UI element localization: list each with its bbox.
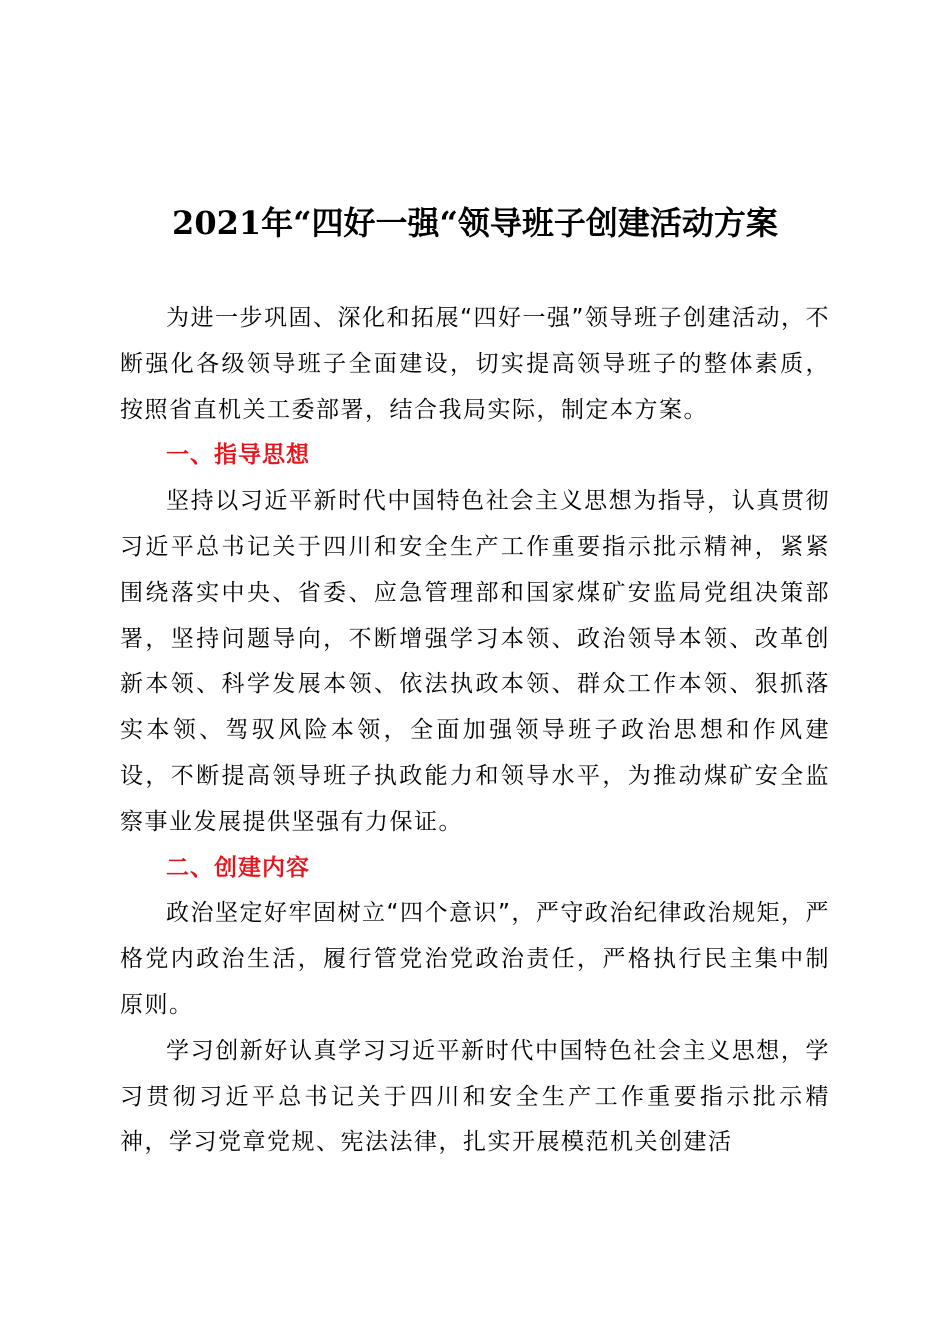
document-body xyxy=(120,296,830,1166)
section-paragraph: 坚持以习近平新时代中国特色社会主义思想为指导，认真贯彻习近平总书记关于四川和安全生产工作重要指示批示精神，紧紧围绕落实中央、省委、应急管理部和国家煤矿安监局党组决策部署，坚持问题导向，不断增强学习本领、政治领导本领、改革创新本领、科学发展本领、依法执政本领、群众工作本领、狠抓落实本领、驾驭风险本领，全面加强领导班子政治思想和作风建设，不断提高领导班子执政能力和领导水平，为推动煤矿安全监察事业发展提供坚强有力保证。 xyxy=(120,488,830,835)
section-heading-guiding-ideology: 一、指导思想 xyxy=(166,442,310,469)
section-paragraph: 政治坚定好牢固树立“四个意识”，严守政治纪律政治规矩，严格党内政治生活，履行管党治党政治责任，严格执行民主集中制原则。 xyxy=(120,900,830,1018)
intro-paragraph: 为进一步巩固、深化和拓展“四好一强”领导班子创建活动，不断强化各级领导班子全面建设，切实提高领导班子的整体素质，按照省直机关工委部署，结合我局实际，制定本方案。 xyxy=(120,305,830,423)
document-title: 2021年“四好一强“领导班子创建活动方案 xyxy=(172,204,778,242)
section-heading-creation-content: 二、创建内容 xyxy=(166,854,310,881)
section-paragraph: 学习创新好认真学习习近平新时代中国特色社会主义思想，学习贯彻习近平总书记关于四川和安全生产工作重要指示批示精神，学习党章党规、宪法法律，扎实开展模范机关创建活 xyxy=(120,1037,830,1156)
